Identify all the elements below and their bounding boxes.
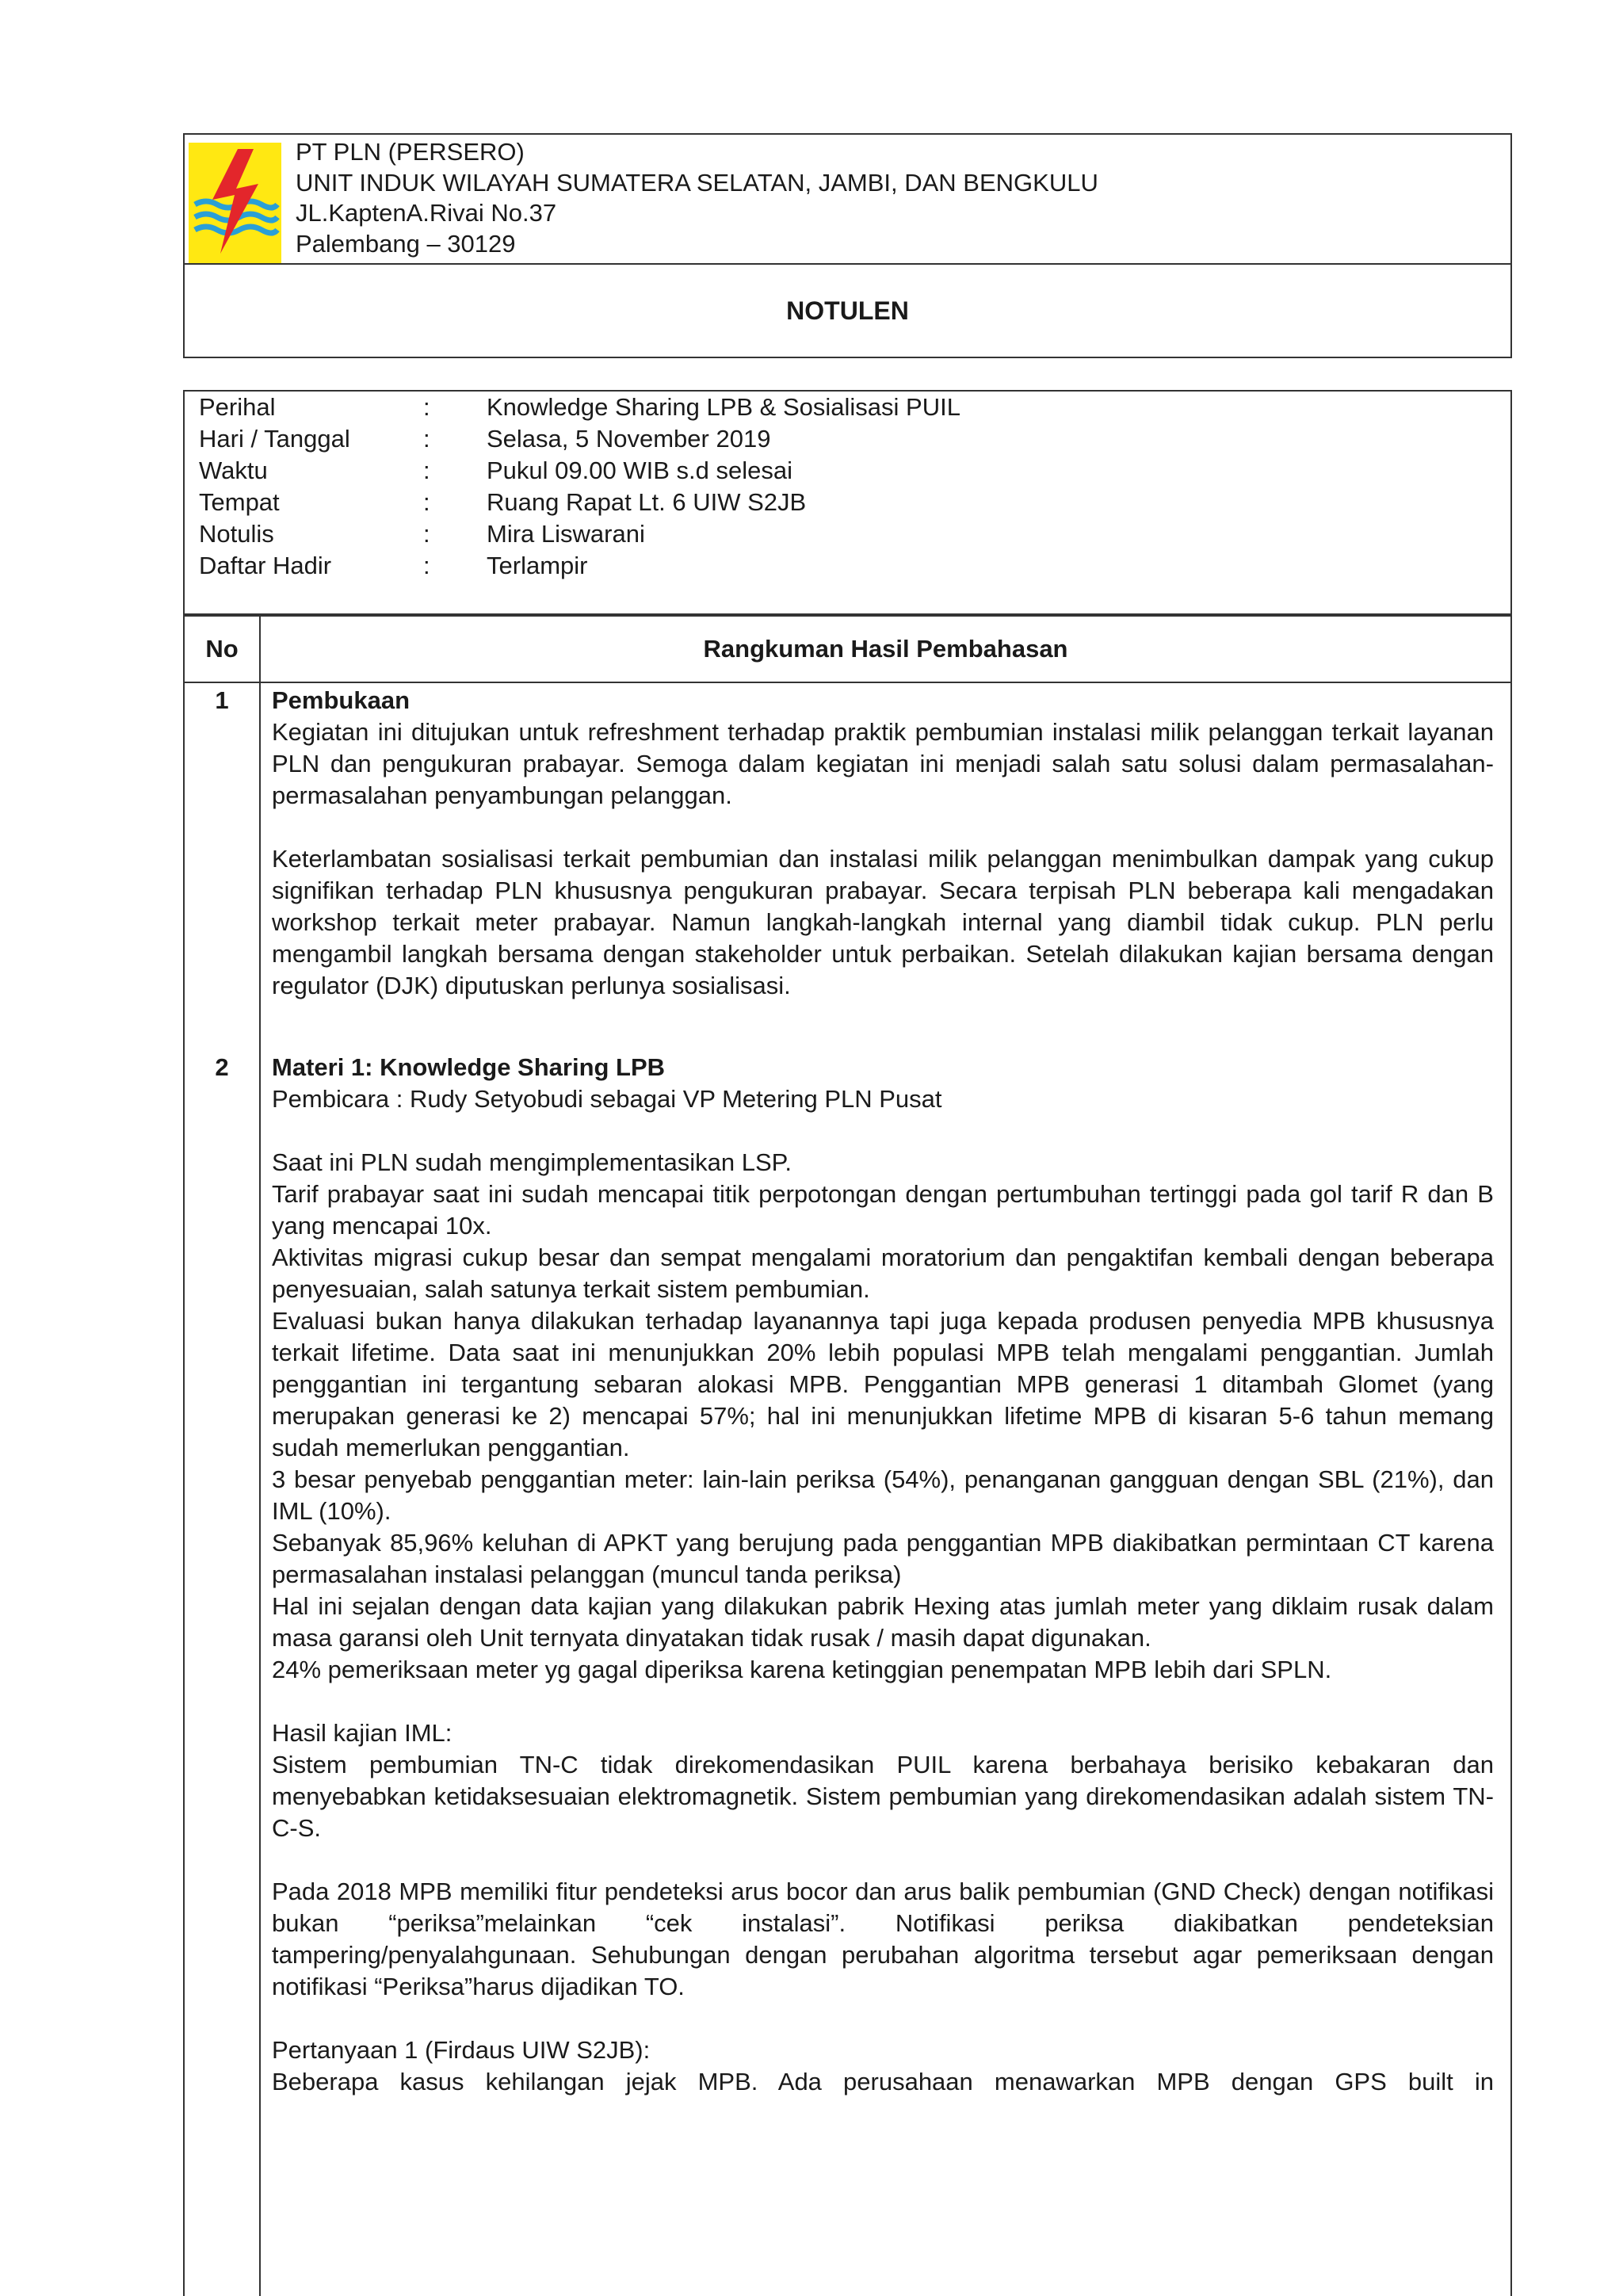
info-colon: : — [423, 425, 430, 453]
header-divider — [185, 682, 1510, 683]
paragraph: Keterlambatan sosialisasi terkait pembumian dan instalasi milik pelanggan menimbulkan dampak yang cukup signifikan terhadap PLN khususnya pengukuran prabayar. Secara terpisah PLN beberapa kali mengadakan workshop terkait meter prabayar. Namun langkah-langkah internal yang diambil tidak cukup. PLN perlu mengambil langkah bersama dengan stakeholder untuk perbaikan. Setelah dilakukan kajian bersama dengan regulator (DJK) diputuskan perlunya sosialisasi. — [272, 845, 1494, 999]
company-city: Palembang – 30129 — [296, 229, 516, 258]
section-title: Pembukaan — [272, 686, 411, 714]
paragraph: Kegiatan ini ditujukan untuk refreshment terhadap praktik pembumian instalasi milik pelanggan terkait layanan PLN dan pengukuran prabayar. Semoga dalam kegiatan ini menjadi salah satu solusi dalam permasalahan-permasalahan penyambungan pelanggan. — [272, 718, 1494, 809]
info-colon: : — [423, 393, 430, 421]
section-number: 2 — [215, 1053, 229, 1081]
paragraph: Pada 2018 MPB memiliki fitur pendeteksi arus bocor dan arus balik pembumian (GND Check) dengan notifikasi bukan “periksa”melainkan “cek instalasi”. Notifikasi periksa diakibatkan pendeteksian tampering/penyalahgunaan. Sehubungan dengan perubahan algoritma tersebut agar pemeriksaan dengan notifikasi “Periksa”harus dijadikan TO. — [272, 1878, 1494, 2000]
paragraph: Aktivitas migrasi cukup besar dan sempat mengalami moratorium dan pengaktifan kembali dengan beberapa penyesuaian, salah satunya terkait sistem pembumian. — [272, 1244, 1494, 1303]
info-value: Ruang Rapat Lt. 6 UIW S2JB — [487, 488, 807, 516]
info-value: Mira Liswarani — [487, 520, 645, 548]
question-title: Pertanyaan 1 (Firdaus UIW S2JB): — [272, 2036, 651, 2064]
paragraph: Sebanyak 85,96% keluhan di APKT yang berujung pada penggantian MPB diakibatkan permintaan CT karena permasalahan instalasi pelanggan (muncul tanda periksa) — [272, 1529, 1494, 1588]
company-info — [296, 137, 1098, 259]
question-text: Beberapa kasus kehilangan jejak MPB. Ada perusahaan menawarkan MPB dengan GPS built in — [272, 2068, 1494, 2095]
section-number: 1 — [215, 686, 229, 714]
document-title: NOTULEN — [786, 296, 909, 325]
info-value: Pukul 09.00 WIB s.d selesai — [487, 457, 792, 484]
column-divider — [259, 617, 261, 2296]
info-value: Knowledge Sharing LPB & Sosialisasi PUIL — [487, 393, 960, 421]
meeting-info — [183, 390, 1512, 615]
paragraph: 24% pemeriksaan meter yg gagal diperiksa karena ketinggian penempatan MPB lebih dari SPLN. — [272, 1656, 1332, 1683]
section-materi-1 — [272, 1052, 1494, 2098]
info-value: Terlampir — [487, 552, 588, 579]
section-pembukaan — [272, 685, 1494, 1002]
info-label: Hari / Tanggal — [199, 425, 350, 453]
paragraph: Evaluasi bukan hanya dilakukan terhadap layanannya tapi juga kepada produsen penyedia MPB khususnya terkait lifetime. Data saat ini menunjukkan 20% lebih populasi MPB telah mengalami penggantian. Jumlah penggantian ini tergantung sebaran alokasi MPB. Penggantian MPB generasi 1 ditambah Glomet (yang merupakan generasi ke 2) mencapai 57%; hal ini menunjukkan lifetime MPB di kisaran 5-6 tahun memang sudah memerlukan penggantian. — [272, 1307, 1494, 1461]
section-title: Materi 1: Knowledge Sharing LPB — [272, 1053, 666, 1081]
company-name: PT PLN (PERSERO) — [296, 138, 525, 166]
letterhead-top — [185, 135, 1510, 265]
info-label: Tempat — [199, 488, 280, 516]
paragraph: Saat ini PLN sudah mengimplementasikan LSP. — [272, 1148, 792, 1176]
info-label: Perihal — [199, 393, 276, 421]
info-label: Daftar Hadir — [199, 552, 332, 579]
paragraph: 3 besar penyebab penggantian meter: lain-lain periksa (54%), penanganan gangguan dengan SBL (21%), dan IML (10%). — [272, 1465, 1494, 1525]
column-header-no: No — [205, 635, 239, 663]
pln-logo-icon — [189, 143, 281, 263]
info-label: Waktu — [199, 457, 268, 484]
paragraph: Hal ini sejalan dengan data kajian yang dilakukan pabrik Hexing atas jumlah meter yang diklaim rusak dalam masa garansi oleh Unit ternyata dinyatakan tidak rusak / masih dapat digunakan. — [272, 1592, 1494, 1652]
paragraph: Sistem pembumian TN-C tidak direkomendasikan PUIL karena berbahaya berisiko kebakaran dan menyebabkan ketidaksesuaian elektromagnetik. Sistem pembumian yang direkomendasikan adalah sistem TN-C-S. — [272, 1751, 1494, 1842]
letterhead — [183, 133, 1512, 358]
company-unit: UNIT INDUK WILAYAH SUMATERA SELATAN, JAMBI, DAN BENGKULU — [296, 168, 1098, 197]
summary-table — [183, 615, 1512, 2296]
info-colon: : — [423, 457, 430, 484]
company-address: JL.KaptenA.Rivai No.37 — [296, 199, 557, 227]
info-colon: : — [423, 552, 430, 579]
subheading: Hasil kajian IML: — [272, 1719, 453, 1747]
info-colon: : — [423, 488, 430, 516]
info-value: Selasa, 5 November 2019 — [487, 425, 771, 453]
paragraph: Tarif prabayar saat ini sudah mencapai titik perpotongan dengan pertumbuhan tertinggi pada gol tarif R dan B yang mencapai 10x. — [272, 1180, 1494, 1240]
speaker: Pembicara : Rudy Setyobudi sebagai VP Metering PLN Pusat — [272, 1085, 942, 1113]
info-colon: : — [423, 520, 430, 548]
info-label: Notulis — [199, 520, 274, 548]
column-header-summary: Rangkuman Hasil Pembahasan — [703, 635, 1068, 663]
